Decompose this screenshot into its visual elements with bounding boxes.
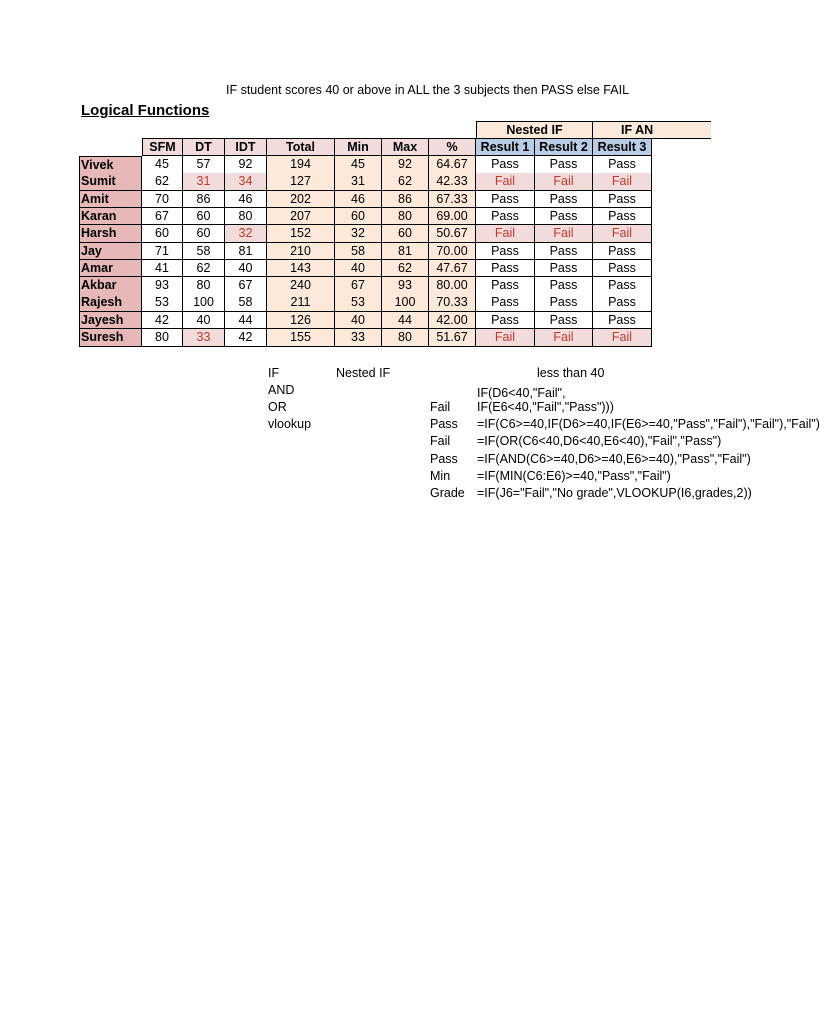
table-cell: 45 (142, 156, 183, 174)
column-header-min: Min (335, 138, 382, 156)
table-cell: 100 (382, 294, 429, 312)
formula-text: =IF(C6>=40,IF(D6>=40,IF(E6>=40,"Pass","Fail"),"Fail"),"Fail") (477, 417, 820, 431)
table-cell: 62 (382, 260, 429, 278)
table-cell: 93 (382, 277, 429, 295)
table-cell: 44 (382, 312, 429, 330)
formula-text: =IF(MIN(C6:E6)>=40,"Pass","Fail") (477, 469, 671, 483)
table-cell: 80 (142, 329, 183, 347)
table-cell: 93 (142, 277, 183, 295)
column-header-sfm: SFM (142, 138, 183, 156)
table-cell: Pass (593, 191, 652, 209)
table-cell: 210 (267, 243, 335, 261)
student-name: Harsh (79, 225, 142, 243)
group-header-nested-if: Nested IF (476, 121, 593, 139)
table-cell: 47.67 (429, 260, 476, 278)
formula-result-label: Fail (430, 434, 451, 448)
table-cell: 46 (335, 191, 382, 209)
table-cell: 42 (142, 312, 183, 330)
table-cell: 211 (267, 294, 335, 312)
table-cell: Pass (593, 312, 652, 330)
table-cell: Pass (476, 260, 535, 278)
table-cell: 70 (142, 191, 183, 209)
formula-text: =IF(AND(C6>=40,D6>=40,E6>=40),"Pass","Fail") (477, 452, 751, 466)
formula-text: =IF(OR(C6<40,D6<40,E6<40),"Fail","Pass") (477, 434, 722, 448)
column-header-: % (429, 138, 476, 156)
table-cell: 41 (142, 260, 183, 278)
table-cell: 67 (142, 208, 183, 226)
table-cell: 33 (335, 329, 382, 347)
table-cell: 64.67 (429, 156, 476, 174)
student-name: Vivek (79, 156, 142, 174)
table-cell: 80 (225, 208, 267, 226)
student-name: Jayesh (79, 312, 142, 330)
table-cell: Pass (593, 260, 652, 278)
table-cell: Pass (535, 208, 593, 226)
table-cell: Pass (593, 208, 652, 226)
table-cell: 58 (225, 294, 267, 312)
student-name: Rajesh (79, 294, 142, 312)
table-cell: 127 (267, 173, 335, 191)
table-cell: 42.33 (429, 173, 476, 191)
table-cell: 81 (225, 243, 267, 261)
table-cell: 202 (267, 191, 335, 209)
table-cell: 126 (267, 312, 335, 330)
table-cell: 70.00 (429, 243, 476, 261)
table-cell: 240 (267, 277, 335, 295)
student-name: Akbar (79, 277, 142, 295)
table-cell: 143 (267, 260, 335, 278)
table-cell: 53 (142, 294, 183, 312)
formula-result-label: Pass (430, 417, 458, 431)
table-cell: Pass (476, 294, 535, 312)
table-cell: 80 (183, 277, 225, 295)
function-or: OR (268, 400, 287, 414)
formula-result-label: Pass (430, 452, 458, 466)
table-cell: 31 (183, 173, 225, 191)
table-cell: 44 (225, 312, 267, 330)
table-cell: 100 (183, 294, 225, 312)
function-and: AND (268, 383, 295, 397)
column-header-result-3: Result 3 (593, 138, 652, 156)
table-cell: 42.00 (429, 312, 476, 330)
student-name: Jay (79, 243, 142, 261)
table-cell: 80 (382, 208, 429, 226)
table-cell: Pass (476, 208, 535, 226)
table-cell: 60 (183, 208, 225, 226)
table-cell: Pass (476, 243, 535, 261)
table-cell: 92 (225, 156, 267, 174)
table-cell: Fail (476, 329, 535, 347)
table-cell: 33 (183, 329, 225, 347)
table-cell: 34 (225, 173, 267, 191)
table-cell: 58 (335, 243, 382, 261)
column-header-result-1: Result 1 (476, 138, 535, 156)
student-name: Sumit (79, 173, 142, 191)
table-cell: Pass (535, 277, 593, 295)
formula-result-label: Fail (430, 400, 451, 414)
table-cell: 92 (382, 156, 429, 174)
table-cell: 40 (335, 312, 382, 330)
table-cell: 60 (142, 225, 183, 243)
table-cell: 86 (382, 191, 429, 209)
table-cell: Pass (535, 243, 593, 261)
table-cell: 69.00 (429, 208, 476, 226)
table-cell: Pass (535, 294, 593, 312)
student-name: Suresh (79, 329, 142, 347)
sheet-title: Logical Functions (81, 102, 210, 119)
table-cell: 60 (183, 225, 225, 243)
table-cell: Pass (535, 156, 593, 174)
table-cell: Fail (593, 329, 652, 347)
table-cell: Pass (535, 260, 593, 278)
table-cell: 50.67 (429, 225, 476, 243)
table-cell: 51.67 (429, 329, 476, 347)
table-cell: 40 (183, 312, 225, 330)
table-cell: 80 (382, 329, 429, 347)
student-name: Amit (79, 191, 142, 209)
table-cell: 155 (267, 329, 335, 347)
table-cell: 207 (267, 208, 335, 226)
formula-text: IF(D6<40,"Fail", (477, 386, 566, 400)
nested-if-label: Nested IF (336, 366, 391, 380)
formula-text: =IF(J6="Fail","No grade",VLOOKUP(I6,grades,2)) (477, 486, 752, 500)
table-cell: 62 (142, 173, 183, 191)
student-name: Amar (79, 260, 142, 278)
table-cell: Pass (593, 294, 652, 312)
table-cell: 152 (267, 225, 335, 243)
table-cell: 80.00 (429, 277, 476, 295)
table-cell: 58 (183, 243, 225, 261)
table-cell: 42 (225, 329, 267, 347)
column-header-total: Total (267, 138, 335, 156)
table-cell: Pass (535, 191, 593, 209)
column-header-dt: DT (183, 138, 225, 156)
table-cell: 60 (382, 225, 429, 243)
table-cell: 60 (335, 208, 382, 226)
table-cell: 40 (225, 260, 267, 278)
table-cell: Pass (593, 156, 652, 174)
table-cell: Pass (593, 277, 652, 295)
column-header-max: Max (382, 138, 429, 156)
table-cell: Fail (535, 173, 593, 191)
table-cell: Pass (535, 312, 593, 330)
table-cell: 57 (183, 156, 225, 174)
less-than-label: less than 40 (537, 366, 605, 380)
table-cell: 62 (183, 260, 225, 278)
table-cell: 31 (335, 173, 382, 191)
table-cell: Fail (476, 173, 535, 191)
sheet-heading: IF student scores 40 or above in ALL the 3 subjects then PASS else FAIL (226, 83, 630, 97)
table-cell: 86 (183, 191, 225, 209)
table-cell: 32 (225, 225, 267, 243)
table-cell: Fail (476, 225, 535, 243)
table-cell: 67 (335, 277, 382, 295)
table-cell: 67 (225, 277, 267, 295)
function-vlookup: vlookup (268, 417, 312, 431)
table-cell: Fail (535, 329, 593, 347)
table-cell: 62 (382, 173, 429, 191)
table-cell: Fail (593, 225, 652, 243)
table-cell: Pass (476, 312, 535, 330)
table-cell: 194 (267, 156, 335, 174)
table-cell: 53 (335, 294, 382, 312)
table-cell: Pass (593, 243, 652, 261)
column-header-idt: IDT (225, 138, 267, 156)
table-cell: 46 (225, 191, 267, 209)
column-header-result-2: Result 2 (535, 138, 593, 156)
formula-text: IF(E6<40,"Fail","Pass"))) (477, 400, 614, 414)
function-if: IF (268, 366, 280, 380)
table-cell: 32 (335, 225, 382, 243)
table-cell: 81 (382, 243, 429, 261)
table-cell: 45 (335, 156, 382, 174)
student-name: Karan (79, 208, 142, 226)
table-cell: Fail (593, 173, 652, 191)
table-cell: Fail (535, 225, 593, 243)
table-cell: Pass (476, 156, 535, 174)
table-cell: Pass (476, 191, 535, 209)
table-cell: 40 (335, 260, 382, 278)
formula-result-label: Min (430, 469, 451, 483)
table-cell: Pass (476, 277, 535, 295)
table-cell: 67.33 (429, 191, 476, 209)
group-header-if-and: IF AN (593, 121, 711, 139)
formula-result-label: Grade (430, 486, 465, 500)
table-cell: 71 (142, 243, 183, 261)
table-cell: 70.33 (429, 294, 476, 312)
